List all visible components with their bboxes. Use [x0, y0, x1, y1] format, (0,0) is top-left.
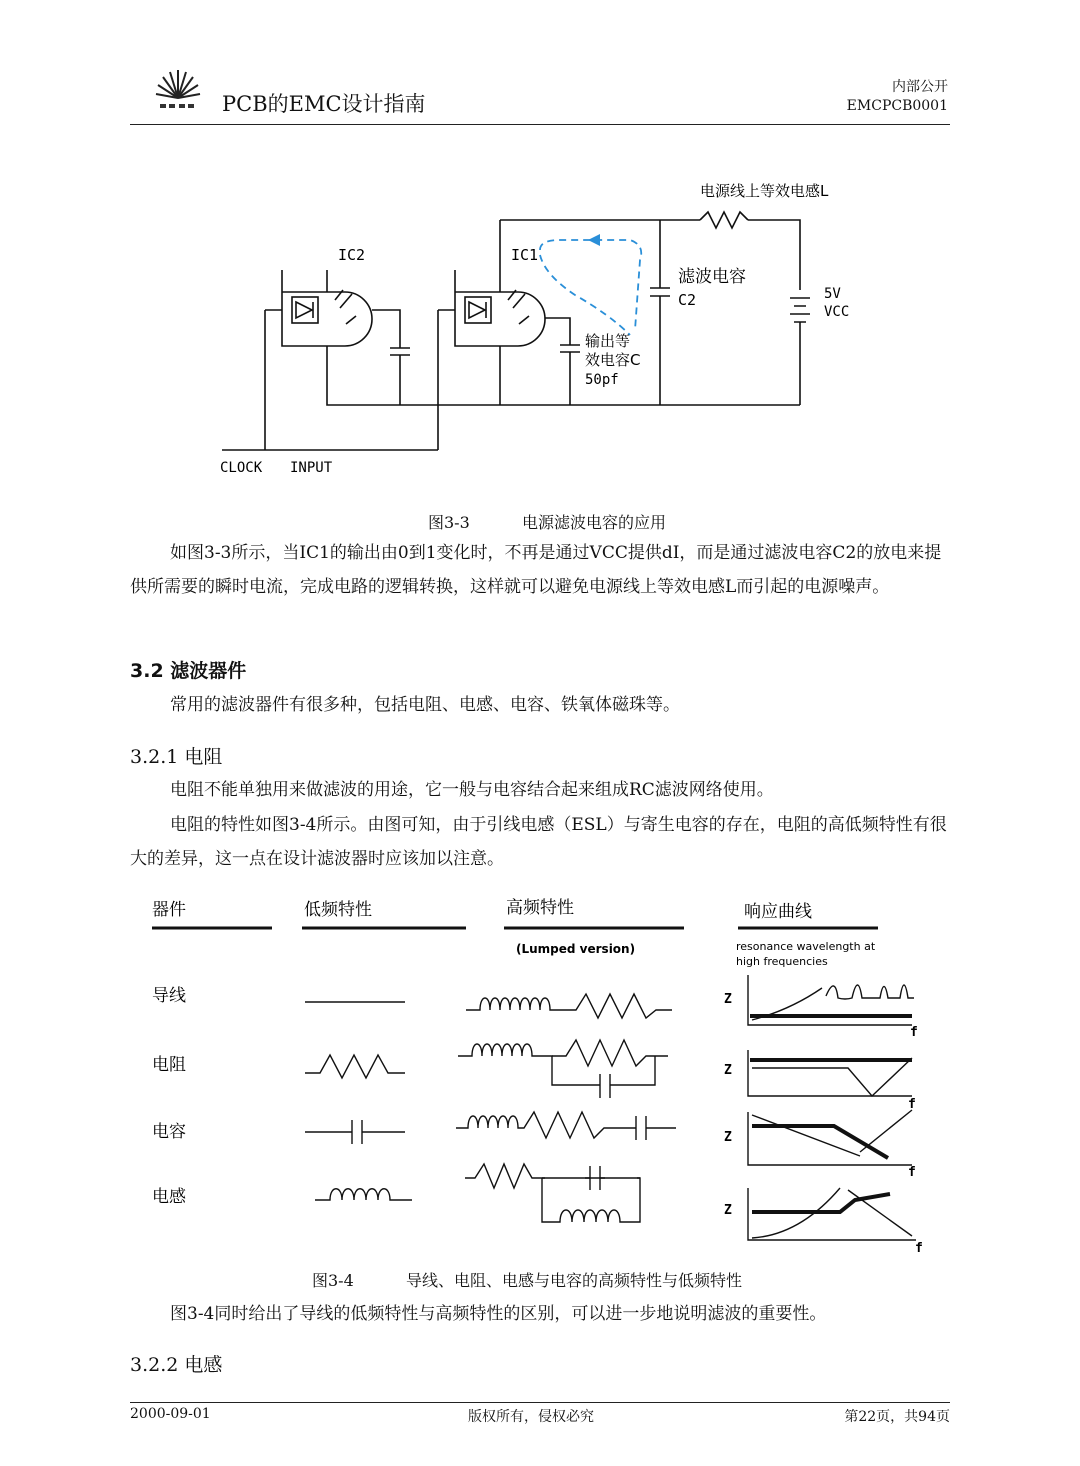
axis-z-capacitor: Z — [724, 1130, 732, 1145]
axis-z-inductor: Z — [724, 1203, 732, 1218]
row-label-resistor: 电阻 — [152, 1055, 186, 1075]
ic2-label: IC2 — [338, 246, 366, 264]
paragraph-5: 图3-4同时给出了导线的低频特性与高频特性的区别，可以进一步地说明滤波的重要性。 — [170, 1304, 827, 1324]
section-heading-3-2-1: 3.2.1 电阻 — [130, 746, 223, 768]
paragraph-1: 如图3-3所示，当IC1的输出由0到1变化时，不再是通过VCC提供dI，而是通过滤波电容C2的放电来提供所需要的瞬时电流，完成电路的逻辑转换，这样就可以避免电源线上等效电感L而引起的电源噪声。 — [130, 543, 942, 597]
paragraph-3: 电阻不能单独用来做滤波的用途，它一般与电容结合起来组成RC滤波网络使用。 — [170, 780, 774, 800]
footer-rule — [130, 1402, 950, 1403]
resonance-note-2: high frequencies — [736, 955, 828, 968]
section-heading-3-2-2: 3.2.2 电感 — [130, 1354, 223, 1376]
footer-page-number: 第22页，共94页 — [844, 1409, 950, 1425]
figure-3-3-caption-text: 电源滤波电容的应用 — [522, 513, 667, 532]
output-cap-label-1: 输出等 — [585, 332, 631, 350]
figure-3-4-characteristics — [0, 890, 1080, 1260]
axis-f-inductor: f — [915, 1241, 923, 1256]
company-logo — [152, 64, 204, 114]
lumped-note: (Lumped version) — [516, 942, 636, 956]
input-label: INPUT — [290, 460, 333, 476]
filter-cap-label: 滤波电容 — [678, 267, 746, 287]
inductor-label: 电源线上等效电感L — [700, 182, 829, 200]
footer-date: 2000-09-01 — [130, 1406, 211, 1422]
figure-3-4-caption-text: 导线、电阻、电感与电容的高频特性与低频特性 — [406, 1271, 743, 1290]
output-cap-label-2: 效电容C — [585, 351, 641, 369]
row-label-capacitor: 电容 — [152, 1122, 186, 1142]
vcc-label: VCC — [824, 304, 850, 320]
ic1-label: IC1 — [511, 246, 539, 264]
col-device-header: 器件 — [152, 900, 186, 920]
figure-3-3-circuit — [0, 170, 1080, 490]
figure-3-3-caption-number: 图3-3 — [428, 513, 470, 532]
axis-z-wire: Z — [724, 992, 732, 1007]
document-title: PCB的EMC设计指南 — [222, 92, 426, 116]
c2-label: C2 — [678, 291, 697, 309]
axis-f-capacitor: f — [908, 1165, 916, 1180]
resonance-note-1: resonance wavelength at — [736, 940, 876, 953]
header-rule — [130, 124, 950, 125]
section-heading-3-2: 3.2 滤波器件 — [130, 660, 247, 682]
col-response-header: 响应曲线 — [744, 902, 812, 922]
row-label-wire: 导线 — [152, 986, 186, 1006]
axis-z-resistor: Z — [724, 1063, 732, 1078]
classification-label: 内部公开 — [892, 79, 948, 95]
vcc-5v-label: 5V — [824, 286, 841, 302]
figure-3-4-caption-number: 图3-4 — [312, 1271, 354, 1290]
col-high-header: 高频特性 — [506, 898, 574, 918]
document-id: EMCPCB0001 — [846, 98, 948, 114]
row-label-inductor: 电感 — [152, 1187, 186, 1207]
paragraph-2: 常用的滤波器件有很多种，包括电阻、电感、电容、铁氧体磁珠等。 — [170, 695, 680, 715]
paragraph-4: 电阻的特性如图3-4所示。由图可知，由于引线电感（ESL）与寄生电容的存在，电阻的高低频特性有很大的差异，这一点在设计滤波器时应该加以注意。 — [130, 815, 947, 869]
axis-f-wire: f — [910, 1025, 918, 1040]
footer-copyright: 版权所有，侵权必究 — [468, 1409, 594, 1425]
col-low-header: 低频特性 — [304, 900, 372, 920]
header-meta — [847, 78, 948, 116]
axis-f-resistor: f — [908, 1097, 916, 1112]
output-cap-label-3: 50pf — [585, 372, 619, 388]
logo-sunburst-icon — [152, 64, 204, 114]
clock-label: CLOCK — [220, 460, 263, 476]
